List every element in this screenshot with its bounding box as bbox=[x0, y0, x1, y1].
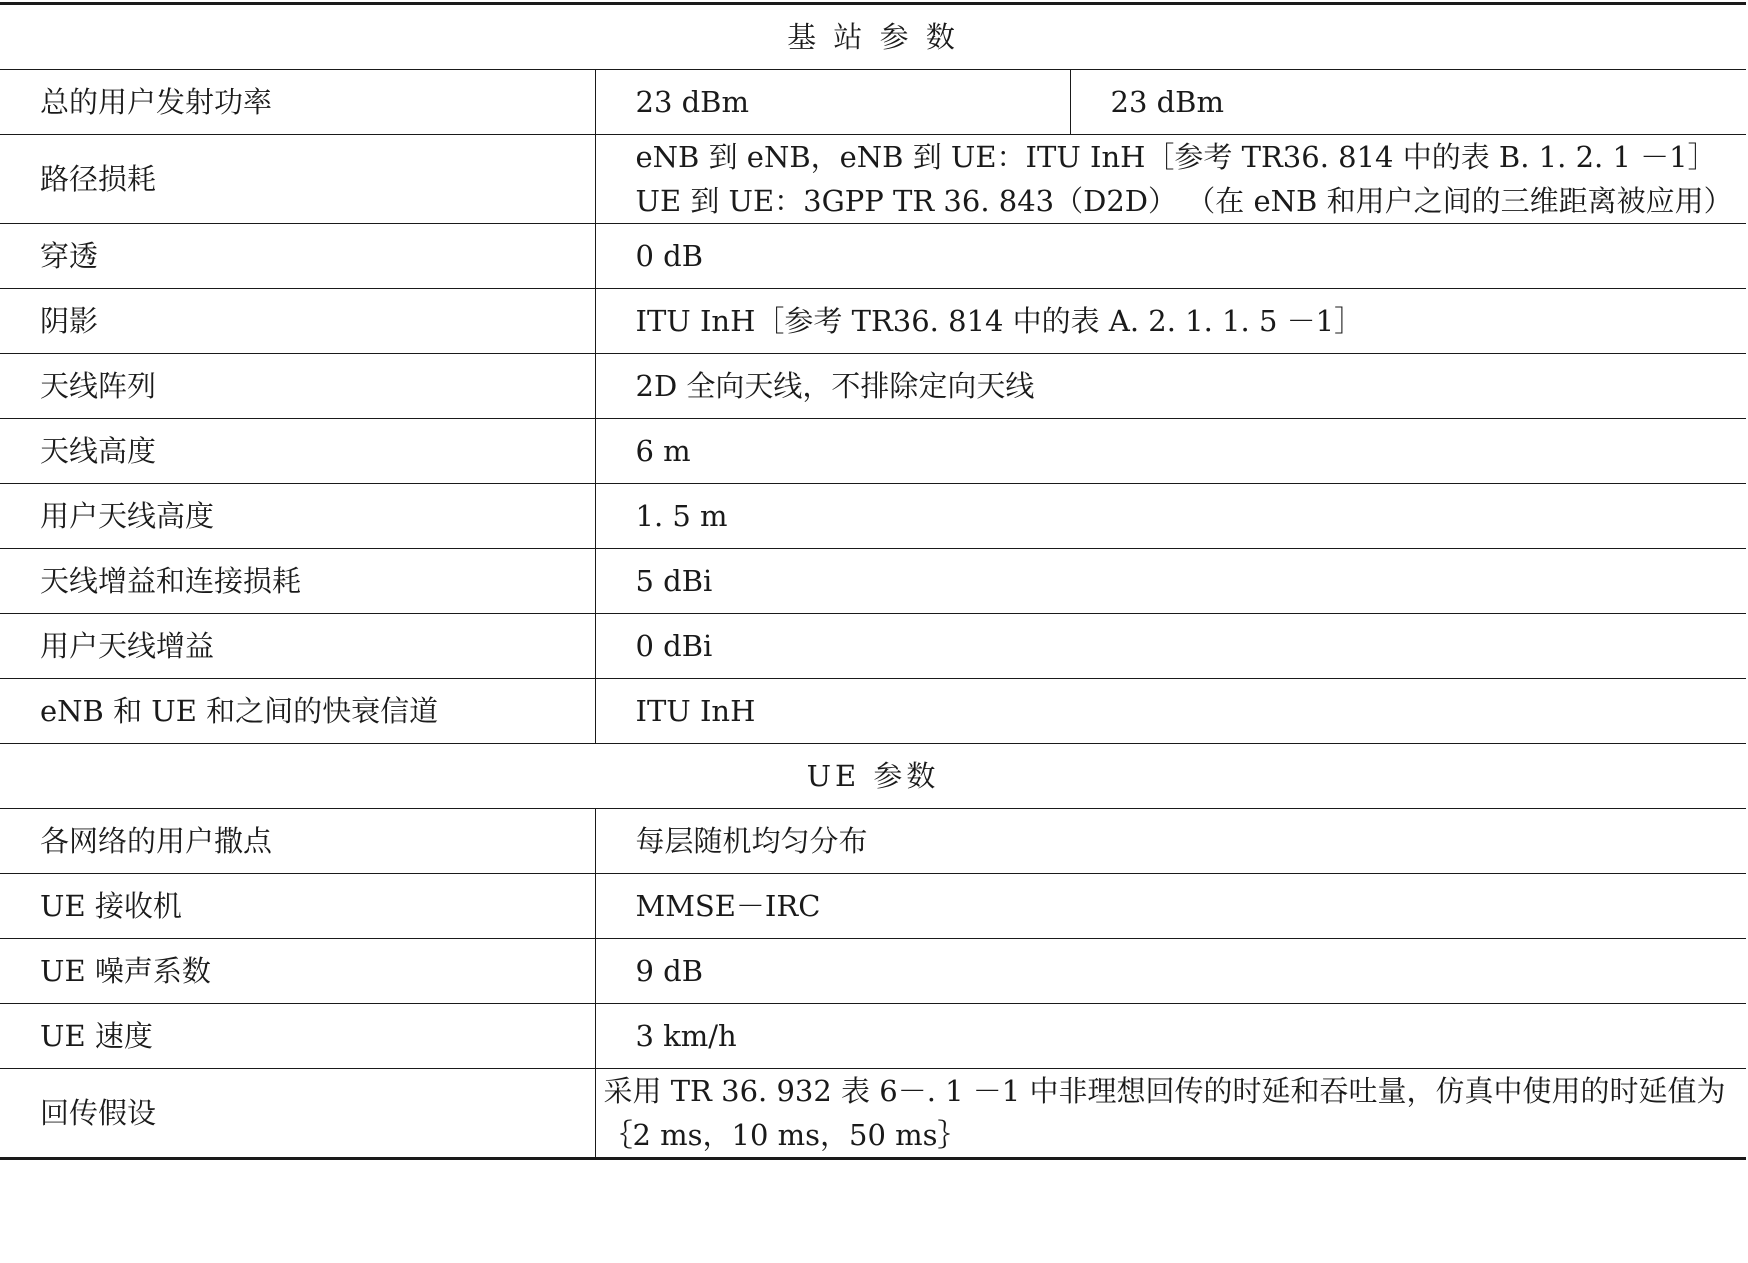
row-label-antenna-height: 天线高度 bbox=[0, 419, 595, 484]
row-label-ue-antenna-gain: 用户天线增益 bbox=[0, 614, 595, 679]
row-value-ue-speed: 3 km/h bbox=[595, 1004, 1746, 1069]
row-label-ue-receiver: UE 接收机 bbox=[0, 874, 595, 939]
table-row bbox=[0, 874, 1746, 939]
row-value-antenna-gain-loss: 5 dBi bbox=[595, 549, 1746, 614]
table-row bbox=[0, 1004, 1746, 1069]
row-label-penetration: 穿透 bbox=[0, 224, 595, 289]
row-value-tx-power-b: 23 dBm bbox=[1070, 70, 1746, 135]
parameter-table bbox=[0, 2, 1746, 1160]
row-value-backhaul bbox=[595, 1069, 1746, 1159]
row-label-ue-antenna-height: 用户天线高度 bbox=[0, 484, 595, 549]
table-row bbox=[0, 419, 1746, 484]
row-value-ue-dropping: 每层随机均匀分布 bbox=[595, 809, 1746, 874]
row-label-path-loss: 路径损耗 bbox=[0, 135, 595, 224]
row-value-path-loss bbox=[595, 135, 1746, 224]
table-row bbox=[0, 354, 1746, 419]
ue-section-title: UE 参数 bbox=[0, 744, 1746, 809]
table-row bbox=[0, 135, 1746, 224]
table-row bbox=[0, 614, 1746, 679]
table-row bbox=[0, 679, 1746, 744]
table-row bbox=[0, 549, 1746, 614]
table-row bbox=[0, 224, 1746, 289]
section-header-row bbox=[0, 4, 1746, 70]
row-label-backhaul: 回传假设 bbox=[0, 1069, 595, 1159]
row-label-tx-power: 总的用户发射功率 bbox=[0, 70, 595, 135]
row-value-ue-antenna-height: 1. 5 m bbox=[595, 484, 1746, 549]
base-station-section-title: 基 站 参 数 bbox=[787, 20, 959, 54]
row-value-ue-noise-figure: 9 dB bbox=[595, 939, 1746, 1004]
path-loss-line: UE 到 UE：3GPP TR 36. 843（D2D） bbox=[635, 184, 1178, 218]
row-value-tx-power-a: 23 dBm bbox=[595, 70, 1070, 135]
row-value-antenna-height: 6 m bbox=[595, 419, 1746, 484]
row-label-fast-fading: eNB 和 UE 和之间的快衰信道 bbox=[0, 679, 595, 744]
table-row bbox=[0, 939, 1746, 1004]
row-label-ue-dropping: 各网络的用户撒点 bbox=[0, 809, 595, 874]
table-row bbox=[0, 70, 1746, 135]
row-value-ue-receiver: MMSE－IRC bbox=[595, 874, 1746, 939]
row-label-ue-noise-figure: UE 噪声系数 bbox=[0, 939, 595, 1004]
table-row bbox=[0, 484, 1746, 549]
path-loss-line: eNB 到 eNB，eNB 到 UE：ITU InH［参考 TR36. 814 中的表 B. 1. 2. 1 －1］ bbox=[635, 140, 1717, 174]
row-label-antenna-gain-loss: 天线增益和连接损耗 bbox=[0, 549, 595, 614]
row-value-fast-fading: ITU InH bbox=[595, 679, 1746, 744]
row-label-ue-speed: UE 速度 bbox=[0, 1004, 595, 1069]
table-row bbox=[0, 809, 1746, 874]
row-value-shadowing: ITU InH［参考 TR36. 814 中的表 A. 2. 1. 1. 5 －1］ bbox=[595, 289, 1746, 354]
row-label-shadowing: 阴影 bbox=[0, 289, 595, 354]
backhaul-text: 采用 TR 36. 932 表 6－. 1 －1 中非理想回传的时延和吞吐量，仿真中使用的时延值为｛2 ms，10 ms，50 ms｝ bbox=[603, 1074, 1726, 1152]
section-header-row bbox=[0, 744, 1746, 809]
path-loss-line: （在 eNB 和用户之间的三维距离被应用） bbox=[1186, 184, 1733, 218]
table-row bbox=[0, 289, 1746, 354]
row-value-penetration: 0 dB bbox=[595, 224, 1746, 289]
row-value-ue-antenna-gain: 0 dBi bbox=[595, 614, 1746, 679]
row-label-antenna-array: 天线阵列 bbox=[0, 354, 595, 419]
row-value-antenna-array: 2D 全向天线，不排除定向天线 bbox=[595, 354, 1746, 419]
table-row bbox=[0, 1069, 1746, 1159]
